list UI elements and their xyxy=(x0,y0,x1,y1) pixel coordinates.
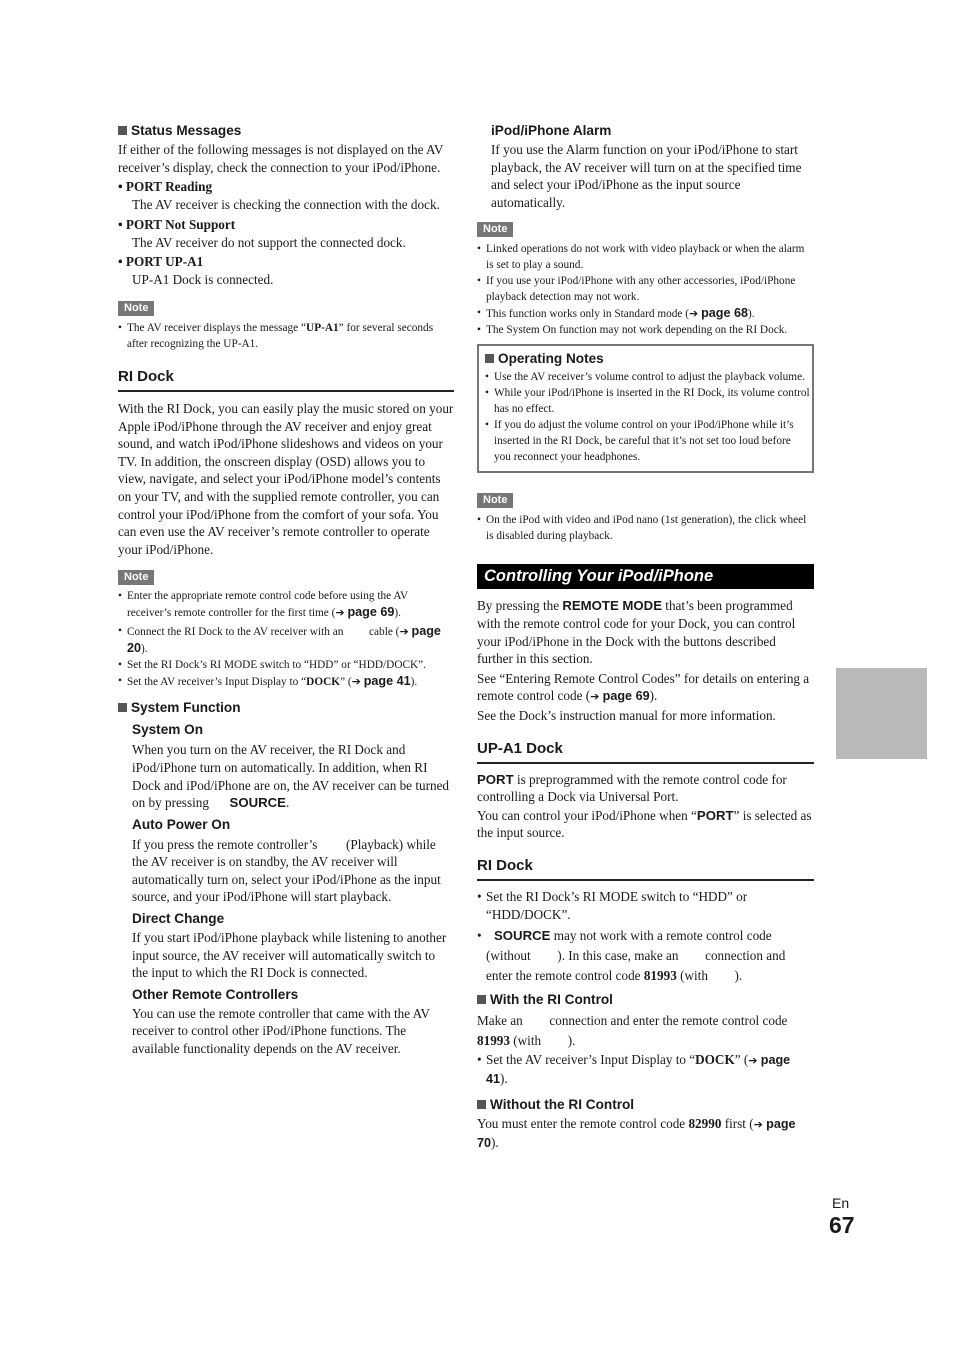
page-ref-link[interactable]: page 70 xyxy=(477,1117,796,1150)
port-upa1-label: • PORT UP-A1 xyxy=(118,254,204,270)
arrow-icon: ➔ xyxy=(748,1054,758,1068)
note-item: • On the iPod with video and iPod nano (1st generation), the click wheel is disabled during playback. xyxy=(477,512,814,544)
ri-dock-heading: RI Dock xyxy=(118,367,454,392)
status-intro: If either of the following messages is not displayed on the AV receiver’s display, check the connection to your iPod/iPhone. xyxy=(118,142,444,175)
page-ref-link[interactable]: page 41 xyxy=(363,674,411,689)
note-item: • The System On function may not work depending on the RI Dock. xyxy=(477,322,814,338)
with-ri-item: • Set the AV receiver’s Input Display to “DOCK” (➔ page 41). xyxy=(477,1051,814,1088)
system-function-heading: System Function xyxy=(118,699,454,717)
arrow-icon: ➔ xyxy=(590,690,600,704)
other-remote-heading: Other Remote Controllers xyxy=(132,986,299,1002)
operating-notes-heading: Operating Notes xyxy=(485,350,810,368)
operating-notes-list xyxy=(485,369,810,465)
control-see-codes: See “Entering Remote Control Codes” for details on entering a remote control code (➔ page 69). xyxy=(477,670,810,704)
note-list xyxy=(477,241,814,338)
control-intro: By pressing the REMOTE MODE that’s been programmed with the remote control code for your Dock, you can control your iPod/iPhone in the Dock with the buttons described further in this section. xyxy=(477,598,796,667)
page-number: 67 xyxy=(829,1212,855,1238)
note-item: • The AV receiver displays the message “UP-A1” for several seconds after recognizing the UP-A1. xyxy=(118,320,454,352)
section-tab xyxy=(836,668,927,759)
page-ref-link[interactable]: page 68 xyxy=(701,306,748,321)
page-ref-link[interactable]: page 41 xyxy=(486,1053,791,1086)
note-item: • Set the AV receiver’s Input Display to “DOCK” (➔ page 41). xyxy=(118,673,454,690)
note-list xyxy=(477,512,814,544)
control-see-manual: See the Dock’s instruction manual for more information. xyxy=(477,707,776,723)
arrow-icon: ➔ xyxy=(753,1118,763,1132)
ri-dock-item: • SOURCE may not work with a remote control code (without ). In this case, make an connection and enter the remote control code 81993 (with ). xyxy=(477,926,814,986)
upa1-text-1: PORT is preprogrammed with the remote control code for controlling a Dock via Universal Port. xyxy=(477,771,787,805)
note-item: • Enter the appropriate remote control code before using the AV receiver’s remote controller for the first time (➔ page 69). xyxy=(118,588,454,621)
status-messages-heading: Status Messages xyxy=(118,122,454,140)
ri-dock-item: • Set the RI Dock’s RI MODE switch to “HDD” or “HDD/DOCK”. xyxy=(477,888,814,923)
page-ref-link[interactable]: page 20 xyxy=(127,624,441,656)
system-on-heading: System On xyxy=(132,722,204,738)
port-reading-label: • PORT Reading xyxy=(118,179,213,195)
with-ri-list xyxy=(477,1051,814,1088)
without-ri-text: You must enter the remote control code 82990 first (➔ page 70). xyxy=(477,1116,796,1150)
system-on-text: When you turn on the AV receiver, the RI Dock and iPod/iPhone turn on automatically. In addition, when RI Dock and iPod/iPhone are on, the AV receiver can be turned on by pressing SOURCE. xyxy=(132,742,450,811)
note-item: • Connect the RI Dock to the AV receiver with an cable (➔ page 20). xyxy=(118,623,454,657)
auto-power-text: If you press the remote controller’s (Playback) while the AV receiver is on standby, the AV receiver will automatically turn on, select your iPod/iPhone as the input source, and your iPod/iPhone will start playback. xyxy=(132,836,441,905)
operating-note-item: • While your iPod/iPhone is inserted in the RI Dock, its volume control has no effect. xyxy=(485,385,810,417)
note-list xyxy=(118,588,454,690)
operating-note-item: • Use the AV receiver’s volume control to adjust the playback volume. xyxy=(485,369,810,385)
without-ri-heading: Without the RI Control xyxy=(477,1096,814,1114)
with-ri-text: Make an connection and enter the remote control code 81993 (with ). xyxy=(477,1013,788,1049)
ri-dock-heading-right: RI Dock xyxy=(477,856,814,881)
auto-power-heading: Auto Power On xyxy=(132,816,231,832)
operating-note-item: • If you do adjust the volume control on your iPod/iPhone while it’s inserted in the RI Dock, be careful that it’s not set too loud before you reconnect your headphones. xyxy=(485,417,810,465)
note-badge: Note xyxy=(118,301,154,316)
language-label: En xyxy=(832,1195,850,1211)
note-badge: Note xyxy=(477,222,513,237)
note-item: • If you use your iPod/iPhone with any other accessories, iPod/iPhone playback detection may not work. xyxy=(477,273,814,305)
port-not-support-label: • PORT Not Support xyxy=(118,216,236,232)
upa1-dock-heading: UP-A1 Dock xyxy=(477,739,814,764)
ipod-alarm-text: If you use the Alarm function on your iPod/iPhone to start playback, the AV receiver will turn on at the specified time and select your iPod/iPhone as the input source automatically. xyxy=(491,142,802,210)
right-column xyxy=(477,118,814,1152)
section-banner-title: Controlling Your iPod/iPhone xyxy=(477,564,814,589)
ri-dock-body: With the RI Dock, you can easily play the music stored on your Apple iPod/iPhone through the AV receiver and enjoy great sound, and watch iPod/iPhone slideshows and videos on your TV. In addition, the onscreen display (OSD) allows you to view, navigate, and select your iPod/iPhone model’s contents on your TV, and with the supplied remote controller, you can control your iPod/iPhone from the comfort of your sofa. You can even use the AV receiver’s remote controller to operate your iPod/iPhone. xyxy=(118,400,454,557)
arrow-icon: ➔ xyxy=(335,606,345,620)
page-ref-link[interactable]: page 69 xyxy=(602,689,650,704)
ri-dock-list xyxy=(477,888,814,986)
left-column xyxy=(118,118,454,1058)
note-item: • Set the RI Dock’s RI MODE switch to “HDD” or “HDD/DOCK”. xyxy=(118,657,454,673)
port-reading-text: The AV receiver is checking the connection with the dock. xyxy=(132,197,440,213)
operating-notes-box xyxy=(477,344,814,473)
arrow-icon: ➔ xyxy=(689,307,699,321)
note-item: • Linked operations do not work with video playback or when the alarm is set to play a sound. xyxy=(477,241,814,273)
direct-change-heading: Direct Change xyxy=(132,911,225,927)
arrow-icon: ➔ xyxy=(351,675,361,689)
note-item: • This function works only in Standard mode (➔ page 68). xyxy=(477,305,814,322)
ipod-alarm-heading: iPod/iPhone Alarm xyxy=(491,123,612,138)
other-remote-text: You can use the remote controller that came with the AV receiver to control other iPod/iPhone functions. The available functionality depends on the AV receiver. xyxy=(132,1005,430,1057)
note-badge: Note xyxy=(118,570,154,585)
port-not-support-text: The AV receiver do not support the connected dock. xyxy=(132,234,406,250)
note-list xyxy=(118,320,454,352)
note-badge: Note xyxy=(477,493,513,508)
upa1-text-2: You can control your iPod/iPhone when “PORT” is selected as the input source. xyxy=(477,807,812,841)
port-upa1-text: UP-A1 Dock is connected. xyxy=(132,272,274,288)
direct-change-text: If you start iPod/iPhone playback while listening to another input source, the AV receiver will automatically switch to the input to which the RI Dock is connected. xyxy=(132,930,447,981)
page-ref-link[interactable]: page 69 xyxy=(347,605,395,620)
with-ri-heading: With the RI Control xyxy=(477,991,814,1009)
arrow-icon: ➔ xyxy=(399,625,409,639)
